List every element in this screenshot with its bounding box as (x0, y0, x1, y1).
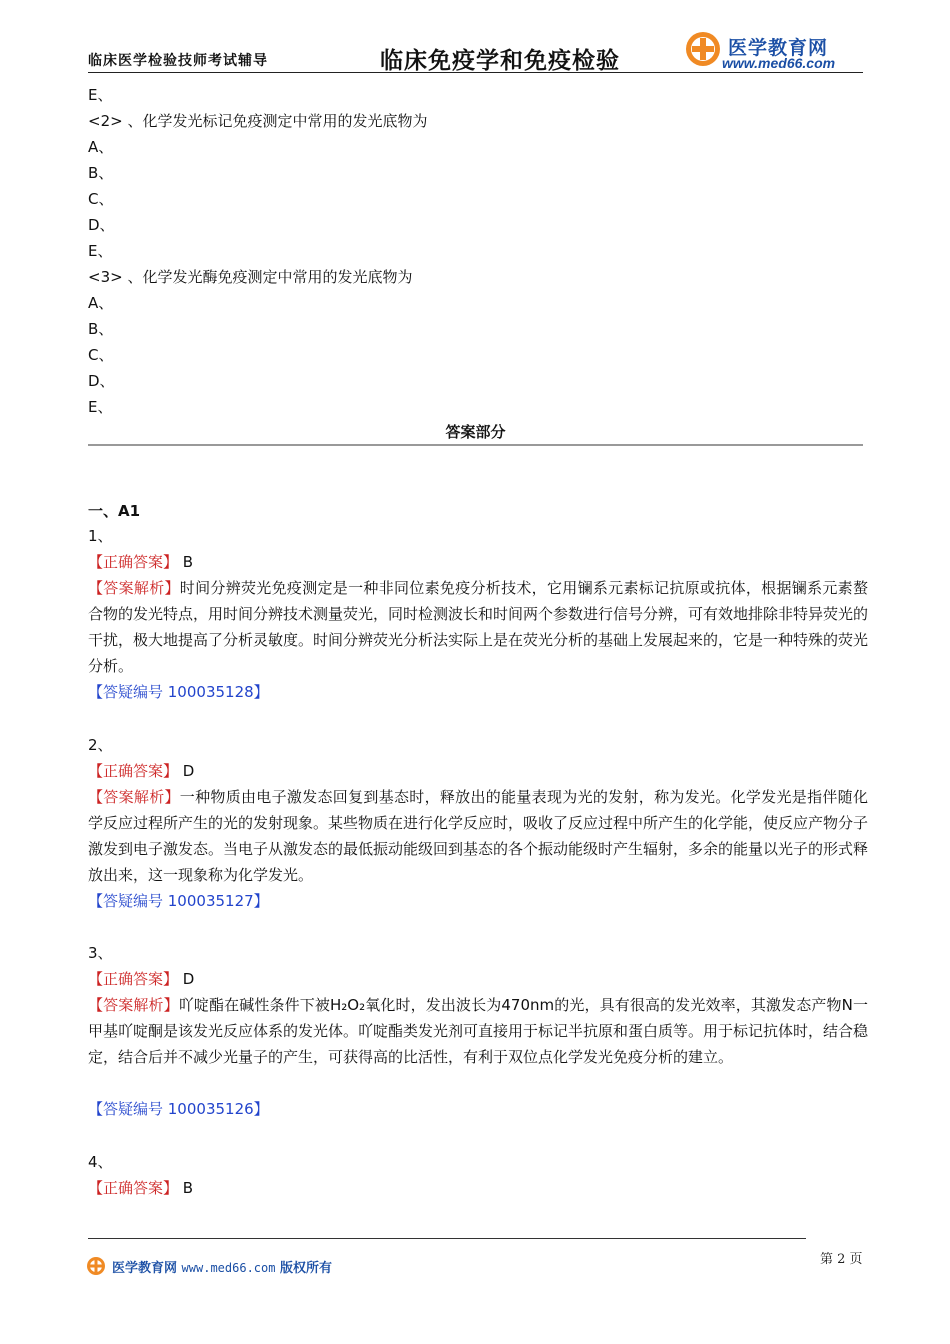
correct-value: D (178, 762, 195, 780)
footer-copyright (112, 1257, 332, 1276)
q2-stem: <2> 、化学发光标记免疫测定中常用的发光底物为 (88, 112, 428, 130)
footer-brand: 医学教育网 (112, 1261, 178, 1276)
answer-1-analysis (88, 575, 868, 679)
answer-3-number: 3、 (88, 944, 113, 962)
answer-1-correct (88, 549, 193, 575)
header-subject: 临床医学检验技师考试辅导 (88, 53, 268, 69)
q3-option-b: B、 (88, 320, 114, 338)
correct-label: 【正确答案】 (88, 762, 179, 780)
q2-option-a: A、 (88, 138, 114, 156)
analysis-text: 时间分辨荧光免疫测定是一种非同位素免疫分析技术，它用镧系元素标记抗原或抗体，根据镧系元素螯合物的发光特点，用时间分辨技术测量荧光，同时检测波长和时间两个参数进行信号分辨，可有效地排除非特异荧光的干扰，极大地提高了分析灵敏度。时间分辨荧光分析法实际上是在荧光分析的基础上发展起来的，它是一种特殊的荧光分析。 (88, 579, 869, 675)
q2-option-e: E、 (88, 242, 113, 260)
answer-2-qa-id[interactable]: 【答疑编号 100035127】 (88, 892, 269, 910)
analysis-label: 【答案解析】 (88, 579, 180, 597)
q2-option-b: B、 (88, 164, 114, 182)
q1-option-e: E、 (88, 86, 113, 104)
header-divider (88, 72, 863, 73)
answer-2-correct (88, 758, 194, 784)
correct-label: 【正确答案】 (88, 970, 179, 988)
logo-url: www.med66.com (722, 55, 836, 71)
correct-value: B (178, 553, 194, 571)
section-title: 一、A1 (88, 502, 141, 520)
q3-stem: <3> 、化学发光酶免疫测定中常用的发光底物为 (88, 268, 413, 286)
answer-2-number: 2、 (88, 736, 113, 754)
logo-mark-icon (684, 30, 722, 68)
answer-1-qa-id[interactable]: 【答疑编号 100035128】 (88, 683, 269, 701)
analysis-label: 【答案解析】 (88, 788, 180, 806)
page-number: 第 2 页 (820, 1252, 863, 1267)
answer-3-correct (88, 966, 194, 992)
answer-2-analysis (88, 784, 868, 888)
q3-option-a: A、 (88, 294, 114, 312)
correct-label: 【正确答案】 (88, 1179, 179, 1197)
correct-value: B (178, 1179, 194, 1197)
page-title: 临床免疫学和免疫检验 (380, 48, 620, 74)
q3-option-e: E、 (88, 398, 113, 416)
answers-heading: 答案部分 (445, 423, 506, 441)
site-logo[interactable] (684, 30, 864, 76)
footer-rights: 版权所有 (280, 1261, 333, 1276)
correct-value: D (178, 970, 195, 988)
footer-divider (88, 1238, 806, 1239)
correct-label: 【正确答案】 (88, 553, 179, 571)
logo-name: 医学教育网 (728, 37, 829, 59)
q3-option-c: C、 (88, 346, 114, 364)
analysis-label: 【答案解析】 (88, 996, 179, 1014)
answers-divider (88, 444, 863, 446)
answer-4-number: 4、 (88, 1153, 113, 1171)
answer-3-analysis (88, 992, 868, 1070)
q2-option-d: D、 (88, 216, 115, 234)
footer-logo-icon (86, 1256, 106, 1276)
footer-url[interactable]: www.med66.com (181, 1261, 276, 1275)
answer-4-correct (88, 1175, 193, 1201)
analysis-text: 一种物质由电子激发态回复到基态时，释放出的能量表现为光的发射，称为发光。化学发光是指伴随化学反应过程所产生的光的发射现象。某些物质在进行化学反应时，吸收了反应过程中所产生的化学能，使反应产物分子激发到电子激发态。当电子从激发态的最低振动能级回到基态的各个振动能级时产生辐射，多余的能量以光子的形式释放出来，这一现象称为化学发光。 (88, 788, 869, 884)
analysis-text: 吖啶酯在碱性条件下被H₂O₂氧化时，发出波长为470nm的光，具有很高的发光效率，其激发态产物N一甲基吖啶酮是该发光反应体系的发光体。吖啶酯类发光剂可直接用于标记半抗原和蛋白质等。用于标记抗体时，结合稳定，结合后并不减少光量子的产生，可获得高的比活性，有利于双位点化学发光免疫分析的建立。 (88, 996, 869, 1066)
answer-1-number: 1、 (88, 527, 113, 545)
q3-option-d: D、 (88, 372, 115, 390)
q2-option-c: C、 (88, 190, 114, 208)
answer-3-qa-id[interactable]: 【答疑编号 100035126】 (88, 1100, 269, 1118)
